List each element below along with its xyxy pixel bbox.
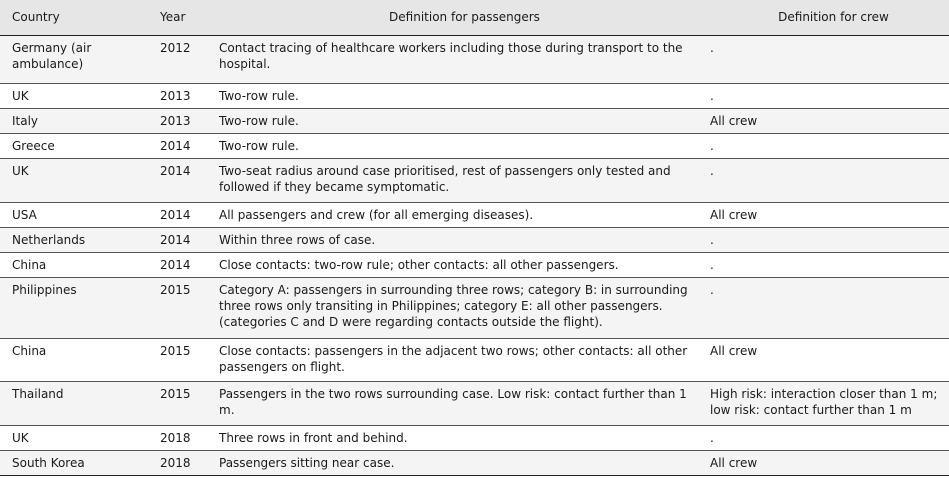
cell-year: 2014 xyxy=(143,227,211,252)
header-row xyxy=(0,0,949,35)
header-crew: Definition for crew xyxy=(706,0,949,35)
cell-passengers: Within three rows of case. xyxy=(211,227,706,252)
cell-year: 2015 xyxy=(143,338,211,381)
table-row xyxy=(0,277,949,338)
cell-passengers: All passengers and crew (for all emerging diseases). xyxy=(211,202,706,227)
cell-crew: . xyxy=(706,227,949,252)
cell-crew: . xyxy=(706,425,949,450)
cell-country: Thailand xyxy=(0,381,143,425)
cell-crew: All crew xyxy=(706,108,949,133)
cell-country: China xyxy=(0,338,143,381)
table-row xyxy=(0,83,949,108)
cell-country: USA xyxy=(0,202,143,227)
cell-year: 2015 xyxy=(143,277,211,338)
cell-country: Germany (air ambulance) xyxy=(0,35,143,83)
cell-passengers: Close contacts: two-row rule; other contacts: all other passengers. xyxy=(211,252,706,277)
table-row xyxy=(0,133,949,158)
cell-country: UK xyxy=(0,158,143,202)
table-row xyxy=(0,35,949,83)
cell-crew: . xyxy=(706,35,949,83)
cell-country: Greece xyxy=(0,133,143,158)
cell-passengers: Three rows in front and behind. xyxy=(211,425,706,450)
cell-passengers: Two-seat radius around case prioritised, rest of passengers only tested and followed if they became symptomatic. xyxy=(211,158,706,202)
cell-year: 2014 xyxy=(143,202,211,227)
table-row xyxy=(0,381,949,425)
cell-passengers: Two-row rule. xyxy=(211,83,706,108)
cell-country: UK xyxy=(0,425,143,450)
table-row xyxy=(0,425,949,450)
cell-year: 2015 xyxy=(143,381,211,425)
table-row xyxy=(0,338,949,381)
cell-country: China xyxy=(0,252,143,277)
cell-crew: . xyxy=(706,83,949,108)
cell-country: Philippines xyxy=(0,277,143,338)
cell-crew: . xyxy=(706,133,949,158)
cell-passengers: Category A: passengers in surrounding three rows; category B: in surrounding three rows only transiting in Philippines; category E: all other passengers. (categories C and D were regarding contacts outside the flight). xyxy=(211,277,706,338)
table-row xyxy=(0,108,949,133)
cell-country: Italy xyxy=(0,108,143,133)
cell-year: 2018 xyxy=(143,425,211,450)
cell-year: 2014 xyxy=(143,252,211,277)
cell-crew: All crew xyxy=(706,338,949,381)
cell-passengers: Passengers in the two rows surrounding case. Low risk: contact further than 1 m. xyxy=(211,381,706,425)
cell-crew: . xyxy=(706,158,949,202)
cell-country: UK xyxy=(0,83,143,108)
table-row xyxy=(0,202,949,227)
cell-country: South Korea xyxy=(0,450,143,475)
cell-year: 2014 xyxy=(143,133,211,158)
cell-passengers: Two-row rule. xyxy=(211,108,706,133)
cell-crew: High risk: interaction closer than 1 m; low risk: contact further than 1 m xyxy=(706,381,949,425)
table-row xyxy=(0,158,949,202)
cell-passengers: Close contacts: passengers in the adjacent two rows; other contacts: all other passengers on flight. xyxy=(211,338,706,381)
table-row xyxy=(0,252,949,277)
table-header xyxy=(0,0,949,35)
table-row xyxy=(0,450,949,475)
cell-year: 2013 xyxy=(143,108,211,133)
table-body xyxy=(0,35,949,475)
cell-year: 2012 xyxy=(143,35,211,83)
header-country: Country xyxy=(0,0,143,35)
cell-passengers: Two-row rule. xyxy=(211,133,706,158)
cell-crew: All crew xyxy=(706,202,949,227)
cell-passengers: Passengers sitting near case. xyxy=(211,450,706,475)
cell-crew: . xyxy=(706,277,949,338)
cell-crew: . xyxy=(706,252,949,277)
cell-year: 2014 xyxy=(143,158,211,202)
cell-year: 2018 xyxy=(143,450,211,475)
cell-country: Netherlands xyxy=(0,227,143,252)
header-passengers: Definition for passengers xyxy=(211,0,706,35)
cell-crew: All crew xyxy=(706,450,949,475)
table-row xyxy=(0,227,949,252)
cell-passengers: Contact tracing of healthcare workers including those during transport to the hospital. xyxy=(211,35,706,83)
cell-year: 2013 xyxy=(143,83,211,108)
header-year: Year xyxy=(143,0,211,35)
